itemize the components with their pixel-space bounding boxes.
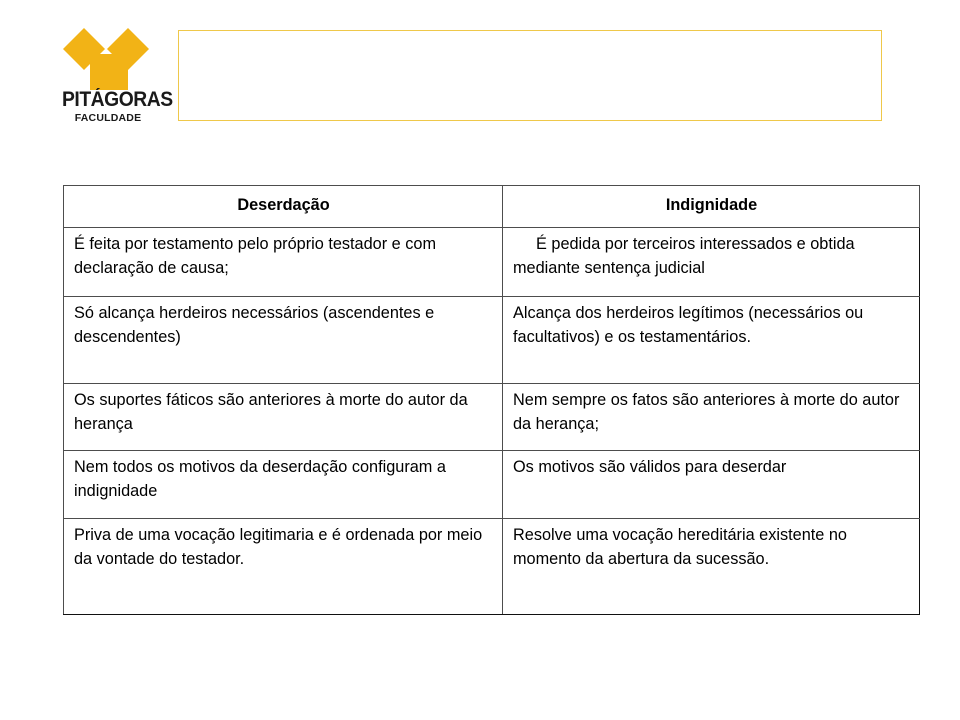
cell-indignidade [503,228,920,297]
pitagoras-logo [58,26,173,134]
table-row [64,228,920,297]
cell-deserdacao: Só alcança herdeiros necessários (ascendentes e descendentes) [64,297,503,384]
table-header-row [64,186,920,228]
cell-indignidade: Alcança dos herdeiros legítimos (necessários ou facultativos) e os testamentários. [503,297,920,384]
cell-indignidade-text: É pedida por terceiros interessados e obtida mediante sentença judicial [513,235,855,277]
title-placeholder-box [178,30,882,121]
header-indignidade: Indignidade [503,186,920,228]
table-row [64,297,920,384]
cell-deserdacao: Nem todos os motivos da deserdação configuram a indignidade [64,451,503,519]
comparison-table [63,185,920,615]
cell-indignidade: Os motivos são válidos para deserdar [503,451,920,519]
logo-subtitle: FACULDADE [74,112,142,124]
cell-indignidade: Resolve uma vocação hereditária existente no momento da abertura da sucessão. [503,519,920,615]
logo-name: PITÁGORAS [62,88,173,111]
cell-deserdacao: É feita por testamento pelo próprio testador e com declaração de causa; [64,228,503,297]
table-row [64,451,920,519]
cell-deserdacao: Priva de uma vocação legitimaria e é ordenada por meio da vontade do testador. [64,519,503,615]
table-row [64,519,920,615]
cell-indignidade: Nem sempre os fatos são anteriores à morte do autor da herança; [503,384,920,451]
table-row [64,384,920,451]
logo-diamonds-icon [58,26,158,90]
header-deserdacao: Deserdação [64,186,503,228]
cell-deserdacao: Os suportes fáticos são anteriores à morte do autor da herança [64,384,503,451]
